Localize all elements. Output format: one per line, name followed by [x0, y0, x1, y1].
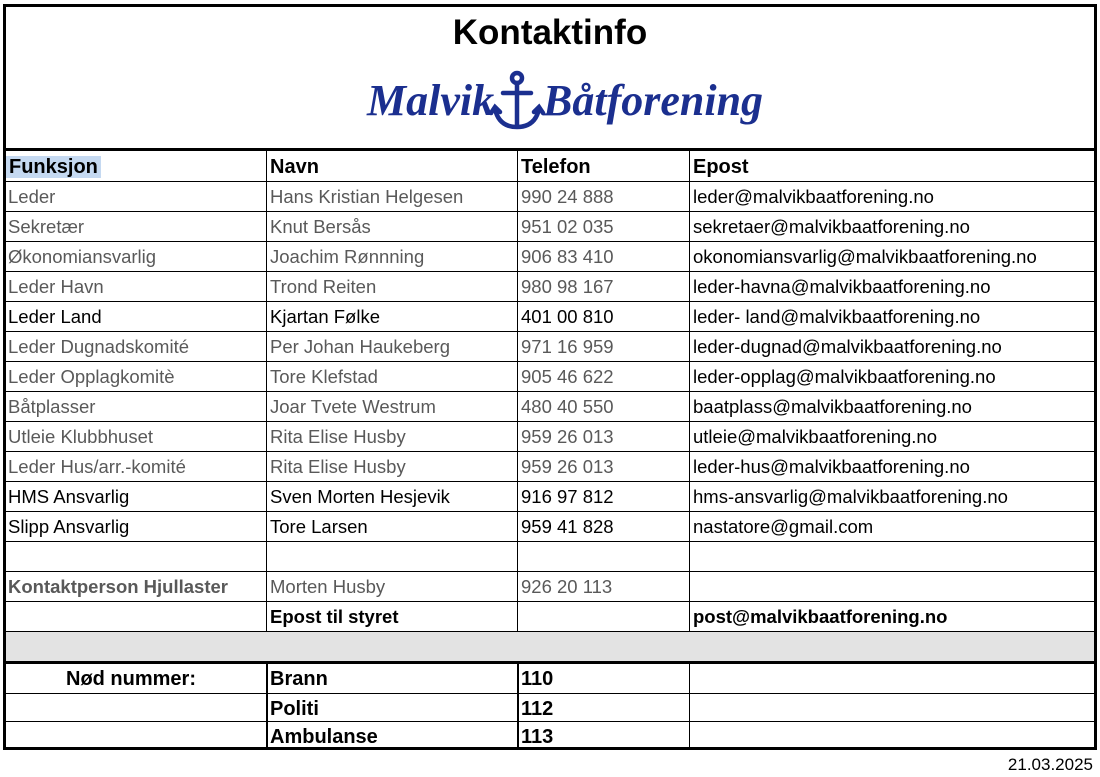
cell-funksjon[interactable]: Leder Dugnadskomité: [8, 336, 189, 357]
sheet-header: [6, 7, 1094, 151]
contact-sheet: [3, 4, 1097, 750]
cell-navn-hjullaster[interactable]: Morten Husby: [270, 576, 386, 597]
cell-epost[interactable]: okonomiansvarlig@malvikbaatforening.no: [693, 246, 1037, 267]
anchor-icon: [491, 73, 543, 127]
cell-funksjon[interactable]: Utleie Klubbhuset: [8, 426, 154, 447]
cell-telefon[interactable]: 906 83 410: [521, 246, 614, 267]
cell-epost[interactable]: baatplass@malvikbaatforening.no: [693, 396, 972, 417]
cell-epost[interactable]: leder@malvikbaatforening.no: [693, 186, 934, 207]
cell-navn[interactable]: Tore Larsen: [270, 516, 368, 537]
cell-telefon[interactable]: 905 46 622: [521, 366, 614, 387]
column-header-funksjon[interactable]: Funksjon: [8, 152, 263, 181]
emergency-name[interactable]: Politi: [270, 698, 319, 720]
cell-navn[interactable]: Rita Elise Husby: [270, 456, 406, 477]
cell-telefon[interactable]: 959 41 828: [521, 516, 614, 537]
cell-telefon[interactable]: 401 00 810: [521, 306, 614, 327]
cell-epost[interactable]: utleie@malvikbaatforening.no: [693, 426, 938, 447]
cell-epost[interactable]: leder-hus@malvikbaatforening.no: [693, 456, 970, 477]
cell-navn[interactable]: Kjartan Følke: [270, 306, 381, 327]
cell-epost[interactable]: leder-havna@malvikbaatforening.no: [693, 276, 991, 297]
cell-telefon[interactable]: 959 26 013: [521, 456, 614, 477]
board-email-label[interactable]: Epost til styret: [270, 606, 399, 627]
cell-funksjon[interactable]: Økonomiansvarlig: [8, 246, 157, 267]
document-date: 21.03.2025: [1007, 755, 1093, 774]
page-title: Kontaktinfo: [452, 13, 648, 52]
cell-funksjon[interactable]: Leder: [8, 186, 56, 207]
cell-navn[interactable]: Joachim Rønnning: [270, 246, 425, 267]
cell-navn[interactable]: Trond Reiten: [270, 276, 377, 297]
logo-text-malvik: Malvik: [367, 76, 495, 125]
separator-band: [6, 632, 1094, 661]
cell-navn[interactable]: Sven Morten Hesjevik: [270, 486, 450, 507]
column-header-epost[interactable]: Epost: [693, 156, 749, 178]
column-header-navn[interactable]: Navn: [270, 156, 319, 178]
cell-telefon[interactable]: 990 24 888: [521, 186, 614, 207]
cell-epost[interactable]: sekretaer@malvikbaatforening.no: [693, 216, 970, 237]
cell-funksjon[interactable]: Leder Opplagkomitè: [8, 366, 175, 387]
cell-epost[interactable]: nastatore@gmail.com: [693, 516, 874, 537]
cell-funksjon[interactable]: Slipp Ansvarlig: [8, 516, 130, 537]
cell-telefon[interactable]: 980 98 167: [521, 276, 614, 297]
cell-epost[interactable]: leder- land@malvikbaatforening.no: [693, 306, 981, 327]
column-header-telefon[interactable]: Telefon: [521, 156, 591, 178]
cell-epost[interactable]: leder-opplag@malvikbaatforening.no: [693, 366, 996, 387]
board-email[interactable]: post@malvikbaatforening.no: [693, 606, 948, 627]
cell-funksjon[interactable]: Leder Land: [8, 306, 102, 327]
cell-funksjon[interactable]: Sekretær: [8, 216, 85, 237]
cell-funksjon-hjullaster[interactable]: Kontaktperson Hjullaster: [8, 576, 228, 597]
cell-funksjon[interactable]: Leder Hus/arr.-komité: [8, 456, 186, 477]
emergency-name[interactable]: Brann: [270, 668, 328, 690]
emergency-number[interactable]: 113: [521, 726, 554, 748]
emergency-name[interactable]: Ambulanse: [270, 726, 378, 748]
emergency-number[interactable]: 110: [521, 668, 554, 690]
cell-navn[interactable]: Rita Elise Husby: [270, 426, 406, 447]
logo-text-batforening: Båtforening: [543, 76, 764, 125]
cell-telefon[interactable]: 480 40 550: [521, 396, 614, 417]
cell-funksjon[interactable]: HMS Ansvarlig: [8, 486, 130, 507]
cell-funksjon[interactable]: Båtplasser: [8, 396, 96, 417]
cell-navn[interactable]: Joar Tvete Westrum: [270, 396, 436, 417]
cell-telefon[interactable]: 916 97 812: [521, 486, 614, 507]
cell-telefon-hjullaster[interactable]: 926 20 113: [521, 576, 613, 597]
cell-epost[interactable]: hms-ansvarlig@malvikbaatforening.no: [693, 486, 1008, 507]
cell-navn[interactable]: Hans Kristian Helgesen: [270, 186, 464, 207]
cell-navn[interactable]: Knut Bersås: [270, 216, 371, 237]
cell-epost[interactable]: leder-dugnad@malvikbaatforening.no: [693, 336, 1002, 357]
club-logo: [365, 69, 764, 139]
emergency-label[interactable]: Nød nummer:: [66, 668, 196, 690]
cell-funksjon[interactable]: Leder Havn: [8, 276, 104, 297]
cell-telefon[interactable]: 971 16 959: [521, 336, 614, 357]
cell-navn[interactable]: Tore Klefstad: [270, 366, 378, 387]
cell-telefon[interactable]: 959 26 013: [521, 426, 614, 447]
cell-telefon[interactable]: 951 02 035: [521, 216, 614, 237]
emergency-number[interactable]: 112: [521, 698, 554, 720]
cell-navn[interactable]: Per Johan Haukeberg: [270, 336, 450, 357]
